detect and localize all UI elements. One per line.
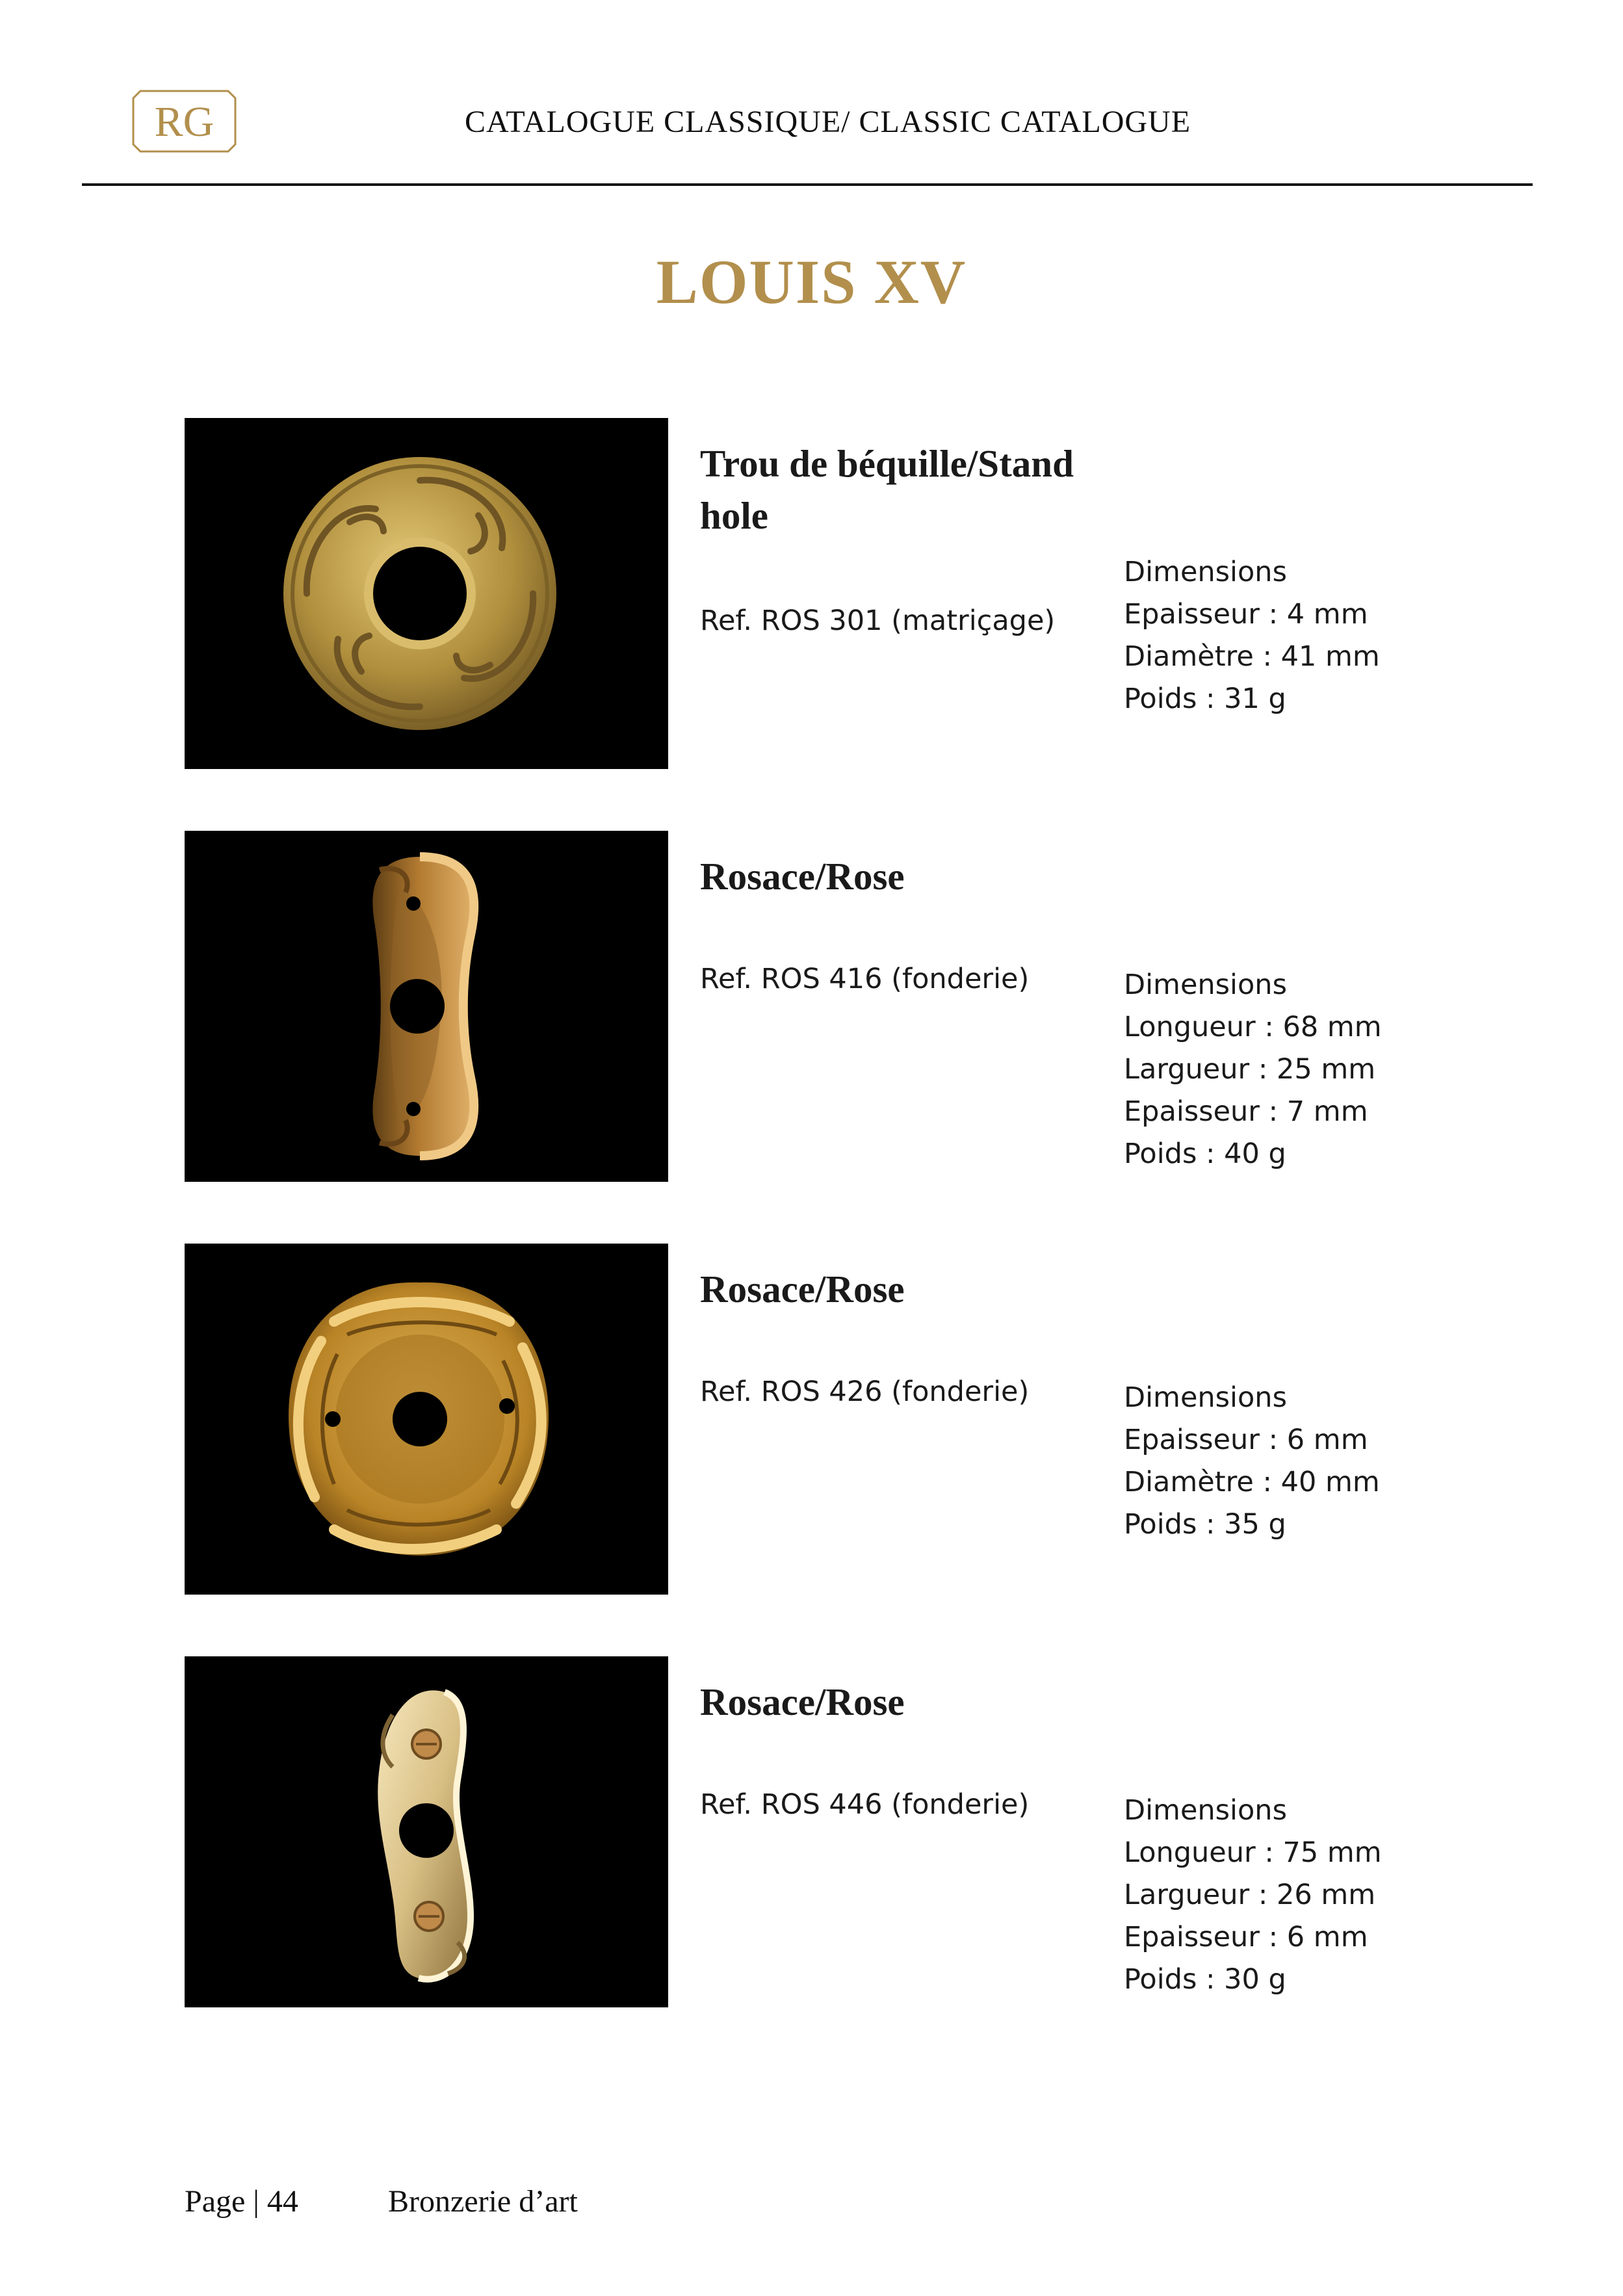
spec-weight: Poids : 35 g bbox=[1124, 1508, 1286, 1541]
spec-width: Largueur : 26 mm bbox=[1124, 1879, 1376, 1911]
dimensions-heading: Dimensions bbox=[1124, 556, 1287, 588]
product-photo-ros-426 bbox=[185, 1244, 668, 1595]
spec-width: Largueur : 25 mm bbox=[1124, 1053, 1376, 1086]
spec-weight: Poids : 40 g bbox=[1124, 1138, 1286, 1170]
catalogue-header-title: CATALOGUE CLASSIQUE/ CLASSIC CATALOGUE bbox=[465, 105, 1191, 139]
spec-diameter: Diamètre : 41 mm bbox=[1124, 640, 1380, 673]
page-title: LOUIS XV bbox=[656, 247, 967, 317]
header-divider bbox=[82, 183, 1533, 186]
spec-length: Longueur : 68 mm bbox=[1124, 1011, 1382, 1043]
product-reference: Ref. ROS 446 (fonderie) bbox=[700, 1788, 1030, 1821]
dimensions-heading: Dimensions bbox=[1124, 969, 1287, 1001]
s-shaped-rose-image bbox=[185, 1656, 668, 2007]
spec-thickness: Epaisseur : 4 mm bbox=[1124, 598, 1368, 631]
product-ros-301 bbox=[0, 418, 1623, 769]
dimensions-heading: Dimensions bbox=[1124, 1794, 1287, 1827]
round-rose-image bbox=[185, 1244, 668, 1595]
oval-rose-image bbox=[185, 831, 668, 1182]
product-name: Trou de béquille/Stand hole bbox=[700, 442, 1074, 537]
product-ros-426 bbox=[0, 1244, 1623, 1595]
product-photo-ros-446 bbox=[185, 1656, 668, 2007]
spec-thickness: Epaisseur : 6 mm bbox=[1124, 1921, 1368, 1953]
logo-text: RG bbox=[154, 98, 214, 146]
spec-diameter: Diamètre : 40 mm bbox=[1124, 1466, 1380, 1498]
product-reference: Ref. ROS 301 (matriçage) bbox=[700, 605, 1056, 637]
product-dimensions bbox=[1124, 551, 1380, 720]
product-name: Rosace/Rose bbox=[700, 1680, 905, 1723]
page-number: Page | 44 bbox=[185, 2184, 298, 2219]
spec-thickness: Epaisseur : 6 mm bbox=[1124, 1424, 1368, 1456]
rg-logo bbox=[131, 89, 237, 153]
product-photo-ros-301 bbox=[185, 418, 668, 769]
spec-thickness: Epaisseur : 7 mm bbox=[1124, 1095, 1368, 1128]
spec-weight: Poids : 30 g bbox=[1124, 1963, 1286, 1996]
product-photo-ros-416 bbox=[185, 831, 668, 1182]
footer-brand: Bronzerie d’art bbox=[388, 2184, 578, 2219]
product-name: Rosace/Rose bbox=[700, 855, 905, 898]
product-dimensions bbox=[1124, 964, 1382, 1175]
spec-weight: Poids : 31 g bbox=[1124, 683, 1286, 715]
stand-hole-rosette-image bbox=[185, 418, 668, 769]
dimensions-heading: Dimensions bbox=[1124, 1381, 1287, 1414]
spec-length: Longueur : 75 mm bbox=[1124, 1836, 1382, 1869]
product-ros-446 bbox=[0, 1656, 1623, 2007]
product-ros-416 bbox=[0, 831, 1623, 1182]
product-name: Rosace/Rose bbox=[700, 1268, 905, 1311]
product-reference: Ref. ROS 426 (fonderie) bbox=[700, 1376, 1030, 1408]
product-dimensions bbox=[1124, 1377, 1380, 1546]
product-reference: Ref. ROS 416 (fonderie) bbox=[700, 963, 1030, 995]
product-dimensions bbox=[1124, 1790, 1382, 2001]
